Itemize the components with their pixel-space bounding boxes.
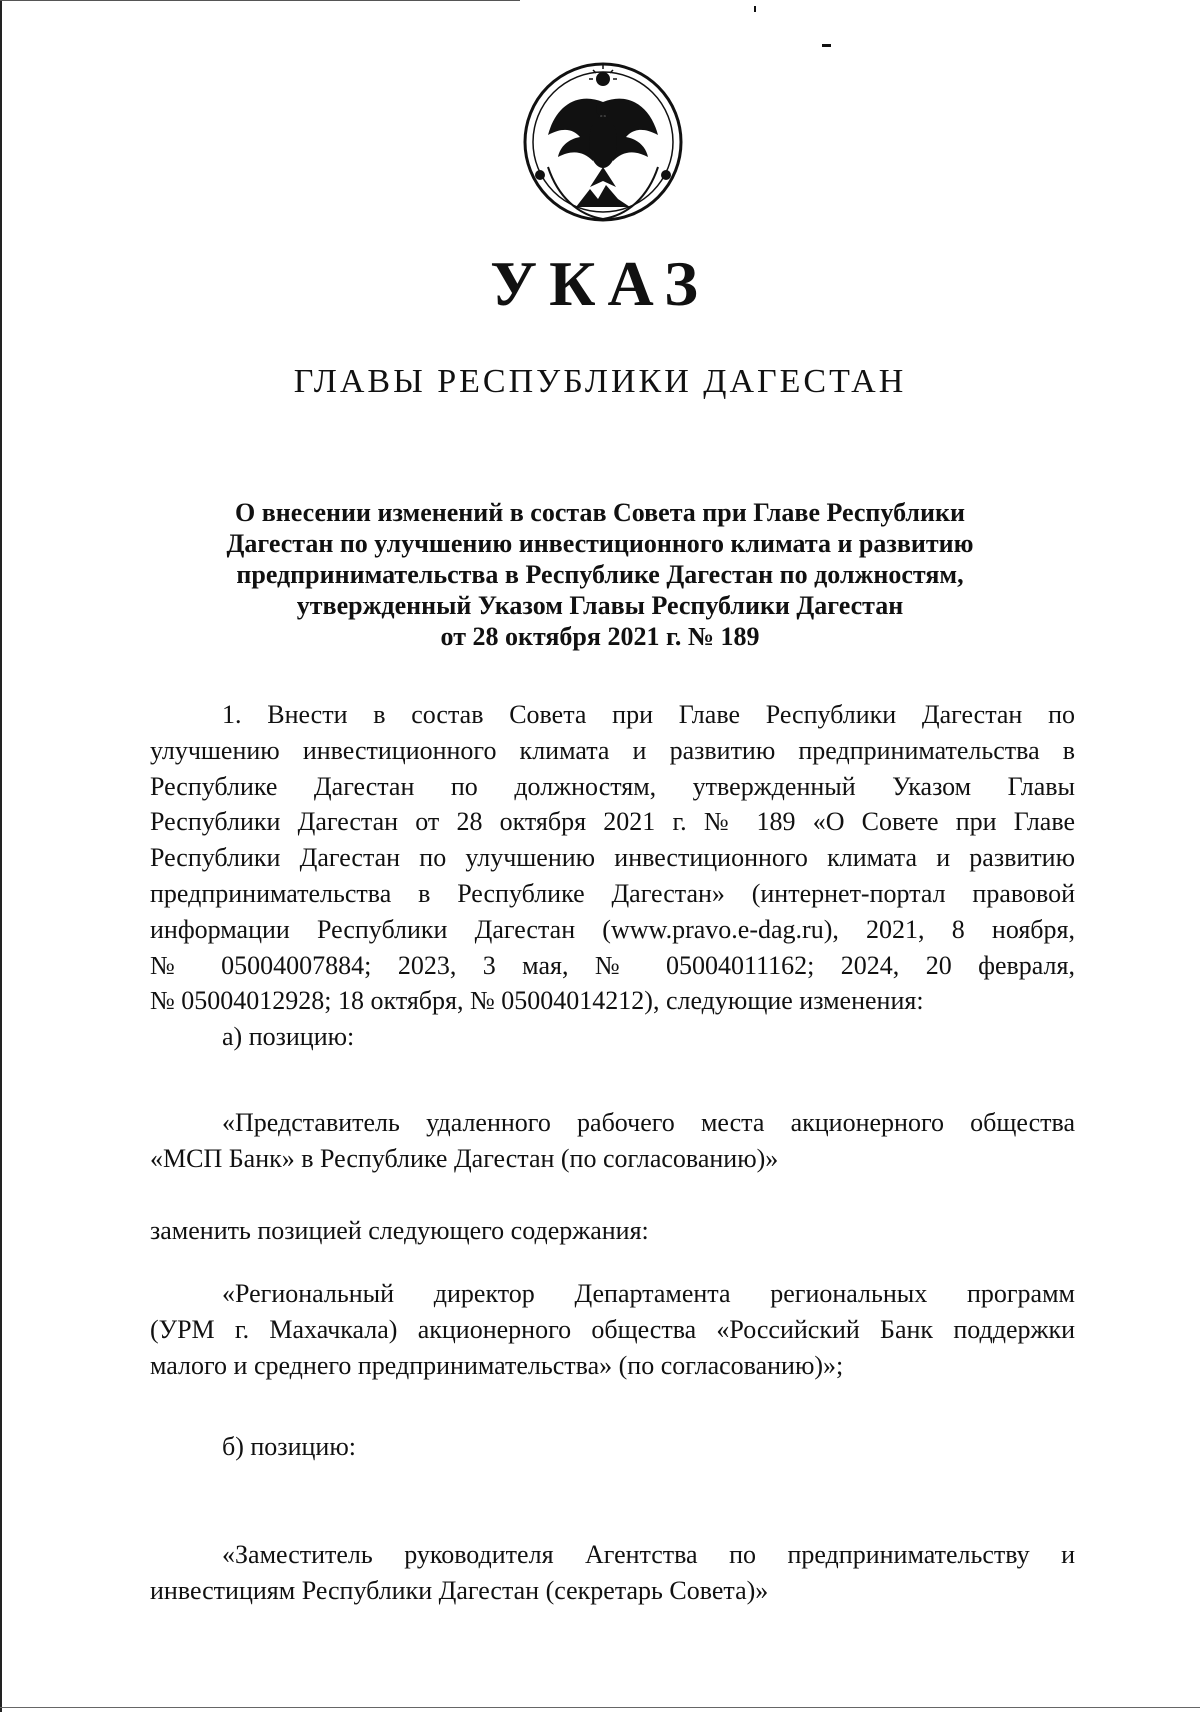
scan-edge-bottom: [0, 1707, 1200, 1708]
quote-line: (УРМ г. Махачкала) акционерного общества «Российский Банк поддержки: [150, 1314, 1075, 1344]
paragraph-line: № 05004012928; 18 октября, № 05004014212), следующие изменения:: [150, 986, 924, 1016]
quote-line: малого и среднего предпринимательства» (по согласованию)»;: [150, 1350, 844, 1380]
quote-line: «Заместитель руководителя Агентства по предпринимательству и: [222, 1540, 1075, 1569]
paragraph-line: Республике Дагестан по должностям, утвержденный Указом Главы: [150, 771, 1075, 801]
heading-line: Дагестан по улучшению инвестиционного климата и развитию: [226, 529, 974, 558]
replace-line: заменить позицией следующего содержания:: [150, 1216, 649, 1245]
heading-line: от 28 октября 2021 г. № 189: [440, 622, 760, 651]
heading-line: предпринимательства в Республике Дагестан по должностям,: [236, 560, 964, 589]
item-a-label: а) позицию:: [222, 1022, 355, 1052]
paragraph-1: [150, 697, 1075, 1055]
quote-a: [150, 1105, 1075, 1177]
paragraph-line: № 05004007884; 2023, 3 мая, № 05004011162; 2024, 20 февраля,: [150, 950, 1075, 980]
coat-of-arms-emblem: [518, 57, 688, 232]
document-heading: [150, 497, 1050, 652]
item-b-label: б) позицию:: [222, 1432, 356, 1461]
scan-speck: [822, 44, 831, 47]
scan-edge-top: [0, 0, 520, 1]
quote-line: инвестициям Республики Дагестан (секретарь Совета)»: [150, 1575, 769, 1605]
quote-line: «МСП Банк» в Республике Дагестан (по согласованию)»: [150, 1143, 779, 1173]
paragraph-line: Республики Дагестан от 28 октября 2021 г. № 189 «О Совете при Главе: [150, 807, 1075, 837]
quote-new: [150, 1276, 1075, 1383]
paragraph-line: Республики Дагестан по улучшению инвестиционного климата и развитию: [150, 843, 1075, 873]
item-b: [150, 1429, 1075, 1465]
quote-line: «Региональный директор Департамента региональных программ: [222, 1279, 1075, 1308]
paragraph-line: улучшению инвестиционного климата и развитию предпринимательства в: [150, 735, 1075, 765]
quote-b: [150, 1537, 1075, 1609]
quote-line: «Представитель удаленного рабочего места акционерного общества: [222, 1108, 1075, 1137]
document-subtitle: ГЛАВЫ РЕСПУБЛИКИ ДАГЕСТАН: [293, 363, 907, 400]
paragraph-line: предпринимательства в Республике Дагестан» (интернет-портал правовой: [150, 878, 1075, 908]
paragraph-line: информации Республики Дагестан (www.pravo.e-dag.ru), 2021, 8 ноября,: [150, 914, 1075, 944]
heading-line: утвержденный Указом Главы Республики Дагестан: [296, 591, 904, 620]
heading-line: О внесении изменений в состав Совета при Главе Республики: [235, 498, 965, 527]
scan-speck: [754, 6, 756, 12]
replace-text: [150, 1213, 1075, 1249]
paragraph-line: 1. Внести в состав Совета при Главе Республики Дагестан по: [222, 700, 1075, 729]
eagle-emblem-icon: [518, 57, 688, 232]
document-title: УКАЗ: [490, 248, 710, 319]
